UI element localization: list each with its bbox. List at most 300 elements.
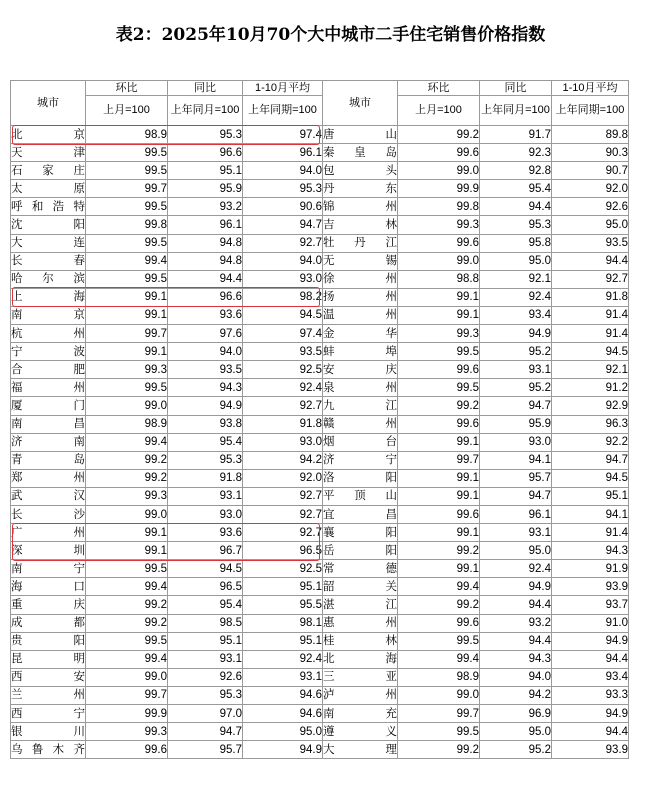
- yoy-cell-left: 94.9: [168, 397, 243, 415]
- table-row: [11, 542, 629, 560]
- avg-cell-right: 94.4: [552, 252, 629, 270]
- header-city-left: 城市: [11, 81, 86, 126]
- city-cell-left: 沈 阳: [11, 216, 86, 234]
- yoy-cell-left: 96.6: [168, 144, 243, 162]
- city-cell-left: 宁 波: [11, 343, 86, 361]
- avg-cell-right: 94.5: [552, 469, 629, 487]
- mom-cell-right: 99.6: [398, 361, 480, 379]
- city-cell-right: 泉 州: [323, 379, 398, 397]
- city-cell-right: 蚌 埠: [323, 343, 398, 361]
- yoy-cell-left: 95.9: [168, 180, 243, 198]
- table-row: [11, 379, 629, 397]
- yoy-cell-right: 92.3: [480, 144, 552, 162]
- yoy-cell-left: 93.1: [168, 487, 243, 505]
- city-cell-right: 金 华: [323, 325, 398, 343]
- city-cell-right: 吉 林: [323, 216, 398, 234]
- mom-cell-left: 99.0: [86, 505, 168, 523]
- yoy-cell-right: 94.1: [480, 451, 552, 469]
- mom-cell-right: 99.1: [398, 487, 480, 505]
- avg-cell-right: 92.6: [552, 198, 629, 216]
- city-cell-left: 太 原: [11, 180, 86, 198]
- yoy-cell-right: 95.8: [480, 234, 552, 252]
- mom-cell-left: 99.4: [86, 252, 168, 270]
- yoy-cell-left: 95.3: [168, 126, 243, 144]
- city-cell-left: 乌鲁木齐: [11, 741, 86, 759]
- yoy-cell-right: 94.2: [480, 686, 552, 704]
- mom-cell-right: 99.3: [398, 216, 480, 234]
- avg-cell-left: 92.7: [243, 234, 323, 252]
- avg-cell-right: 94.1: [552, 505, 629, 523]
- yoy-cell-left: 92.6: [168, 668, 243, 686]
- mom-cell-left: 99.1: [86, 343, 168, 361]
- mom-cell-right: 99.6: [398, 234, 480, 252]
- mom-cell-left: 99.5: [86, 234, 168, 252]
- city-cell-right: 平顶山: [323, 487, 398, 505]
- yoy-cell-left: 93.6: [168, 524, 243, 542]
- table-row: [11, 578, 629, 596]
- avg-cell-left: 96.1: [243, 144, 323, 162]
- table-body: [11, 126, 629, 759]
- city-cell-right: 赣 州: [323, 415, 398, 433]
- avg-cell-left: 94.5: [243, 306, 323, 324]
- mom-cell-left: 99.1: [86, 288, 168, 306]
- mom-cell-left: 99.5: [86, 560, 168, 578]
- yoy-cell-left: 93.0: [168, 505, 243, 523]
- city-cell-right: 徐 州: [323, 270, 398, 288]
- mom-cell-left: 99.1: [86, 524, 168, 542]
- yoy-cell-left: 93.8: [168, 415, 243, 433]
- table-row: [11, 216, 629, 234]
- yoy-cell-right: 92.1: [480, 270, 552, 288]
- header-mom-left: 环比: [86, 81, 168, 96]
- mom-cell-left: 99.1: [86, 306, 168, 324]
- mom-cell-left: 99.4: [86, 650, 168, 668]
- table-row: [11, 234, 629, 252]
- yoy-cell-left: 93.5: [168, 361, 243, 379]
- avg-cell-left: 92.7: [243, 524, 323, 542]
- city-cell-left: 广 州: [11, 524, 86, 542]
- mom-cell-right: 99.2: [398, 596, 480, 614]
- city-cell-left: 济 南: [11, 433, 86, 451]
- city-cell-right: 遵 义: [323, 723, 398, 741]
- city-cell-right: 济 宁: [323, 451, 398, 469]
- avg-cell-right: 96.3: [552, 415, 629, 433]
- avg-cell-right: 93.4: [552, 668, 629, 686]
- mom-cell-right: 99.2: [398, 126, 480, 144]
- city-cell-right: 惠 州: [323, 614, 398, 632]
- city-cell-left: 郑 州: [11, 469, 86, 487]
- city-cell-right: 安 庆: [323, 361, 398, 379]
- avg-cell-right: 93.9: [552, 578, 629, 596]
- header-city-right: 城市: [323, 81, 398, 126]
- city-cell-right: 烟 台: [323, 433, 398, 451]
- yoy-cell-left: 95.1: [168, 162, 243, 180]
- city-cell-left: 大 连: [11, 234, 86, 252]
- yoy-cell-right: 93.0: [480, 433, 552, 451]
- mom-cell-right: 99.1: [398, 306, 480, 324]
- header-mom-sub-left: 上月=100: [86, 96, 168, 126]
- city-cell-right: 岳 阳: [323, 542, 398, 560]
- mom-cell-right: 99.3: [398, 325, 480, 343]
- city-cell-left: 长 春: [11, 252, 86, 270]
- city-cell-left: 西 安: [11, 668, 86, 686]
- table-row: [11, 650, 629, 668]
- table-row: [11, 397, 629, 415]
- avg-cell-right: 92.2: [552, 433, 629, 451]
- city-cell-left: 杭 州: [11, 325, 86, 343]
- mom-cell-right: 99.4: [398, 578, 480, 596]
- yoy-cell-right: 94.0: [480, 668, 552, 686]
- yoy-cell-right: 94.4: [480, 632, 552, 650]
- mom-cell-left: 98.9: [86, 126, 168, 144]
- avg-cell-left: 92.7: [243, 487, 323, 505]
- avg-cell-left: 92.5: [243, 361, 323, 379]
- mom-cell-right: 99.6: [398, 415, 480, 433]
- yoy-cell-right: 95.9: [480, 415, 552, 433]
- city-cell-right: 洛 阳: [323, 469, 398, 487]
- city-cell-left: 重 庆: [11, 596, 86, 614]
- avg-cell-left: 93.0: [243, 270, 323, 288]
- avg-cell-left: 92.7: [243, 505, 323, 523]
- table-row: [11, 741, 629, 759]
- mom-cell-left: 99.9: [86, 705, 168, 723]
- mom-cell-left: 99.2: [86, 614, 168, 632]
- yoy-cell-right: 92.8: [480, 162, 552, 180]
- avg-cell-right: 91.4: [552, 325, 629, 343]
- yoy-cell-right: 95.2: [480, 741, 552, 759]
- yoy-cell-right: 94.7: [480, 397, 552, 415]
- avg-cell-right: 95.1: [552, 487, 629, 505]
- table-row: [11, 270, 629, 288]
- avg-cell-right: 94.7: [552, 451, 629, 469]
- city-cell-right: 唐 山: [323, 126, 398, 144]
- avg-cell-right: 91.4: [552, 524, 629, 542]
- city-cell-right: 秦皇岛: [323, 144, 398, 162]
- city-cell-right: 锦 州: [323, 198, 398, 216]
- city-cell-right: 桂 林: [323, 632, 398, 650]
- table-row: [11, 596, 629, 614]
- mom-cell-right: 99.5: [398, 343, 480, 361]
- avg-cell-right: 93.3: [552, 686, 629, 704]
- city-cell-right: 常 德: [323, 560, 398, 578]
- city-cell-left: 福 州: [11, 379, 86, 397]
- avg-cell-left: 94.7: [243, 216, 323, 234]
- mom-cell-right: 99.1: [398, 524, 480, 542]
- city-cell-right: 无 锡: [323, 252, 398, 270]
- table-row: [11, 487, 629, 505]
- header-avg-left: 1-10月平均: [243, 81, 323, 96]
- table-row: [11, 632, 629, 650]
- yoy-cell-left: 91.8: [168, 469, 243, 487]
- header-mom-right: 环比: [398, 81, 480, 96]
- yoy-cell-left: 96.6: [168, 288, 243, 306]
- mom-cell-left: 99.2: [86, 451, 168, 469]
- yoy-cell-left: 95.3: [168, 686, 243, 704]
- table-row: [11, 686, 629, 704]
- yoy-cell-right: 94.7: [480, 487, 552, 505]
- yoy-cell-right: 92.4: [480, 560, 552, 578]
- avg-cell-left: 91.8: [243, 415, 323, 433]
- city-cell-left: 北 京: [11, 126, 86, 144]
- yoy-cell-right: 93.4: [480, 306, 552, 324]
- avg-cell-right: 94.4: [552, 723, 629, 741]
- header-yoy-sub-left: 上年同月=100: [168, 96, 243, 126]
- mom-cell-left: 99.5: [86, 198, 168, 216]
- mom-cell-right: 99.2: [398, 397, 480, 415]
- mom-cell-left: 99.8: [86, 216, 168, 234]
- avg-cell-right: 94.3: [552, 542, 629, 560]
- avg-cell-left: 95.0: [243, 723, 323, 741]
- avg-cell-left: 93.1: [243, 668, 323, 686]
- city-cell-left: 呼和浩特: [11, 198, 86, 216]
- avg-cell-left: 94.9: [243, 741, 323, 759]
- yoy-cell-left: 94.8: [168, 234, 243, 252]
- mom-cell-right: 99.0: [398, 686, 480, 704]
- table-row: [11, 451, 629, 469]
- yoy-cell-right: 95.0: [480, 723, 552, 741]
- table-row: [11, 705, 629, 723]
- mom-cell-left: 99.6: [86, 741, 168, 759]
- header-avg-right: 1-10月平均: [552, 81, 629, 96]
- avg-cell-left: 94.2: [243, 451, 323, 469]
- city-cell-left: 南 京: [11, 306, 86, 324]
- yoy-cell-right: 95.0: [480, 252, 552, 270]
- table-row: [11, 306, 629, 324]
- yoy-cell-right: 95.4: [480, 180, 552, 198]
- mom-cell-right: 99.7: [398, 705, 480, 723]
- mom-cell-right: 99.6: [398, 144, 480, 162]
- avg-cell-left: 93.0: [243, 433, 323, 451]
- avg-cell-right: 92.9: [552, 397, 629, 415]
- mom-cell-left: 99.0: [86, 668, 168, 686]
- avg-cell-right: 91.4: [552, 306, 629, 324]
- mom-cell-left: 99.2: [86, 469, 168, 487]
- yoy-cell-left: 95.3: [168, 451, 243, 469]
- city-cell-left: 深 圳: [11, 542, 86, 560]
- header-avg-sub-right: 上年同期=100: [552, 96, 629, 126]
- mom-cell-left: 99.7: [86, 325, 168, 343]
- avg-cell-left: 92.7: [243, 397, 323, 415]
- mom-cell-right: 99.1: [398, 560, 480, 578]
- mom-cell-left: 99.5: [86, 162, 168, 180]
- yoy-cell-left: 96.1: [168, 216, 243, 234]
- yoy-cell-left: 97.0: [168, 705, 243, 723]
- avg-cell-left: 93.5: [243, 343, 323, 361]
- header-yoy-right: 同比: [480, 81, 552, 96]
- avg-cell-right: 92.1: [552, 361, 629, 379]
- avg-cell-left: 92.0: [243, 469, 323, 487]
- yoy-cell-right: 93.1: [480, 524, 552, 542]
- mom-cell-right: 99.6: [398, 505, 480, 523]
- mom-cell-right: 99.1: [398, 469, 480, 487]
- city-cell-left: 武 汉: [11, 487, 86, 505]
- yoy-cell-left: 96.7: [168, 542, 243, 560]
- header-yoy-sub-right: 上年同月=100: [480, 96, 552, 126]
- avg-cell-left: 95.1: [243, 632, 323, 650]
- city-cell-right: 宜 昌: [323, 505, 398, 523]
- mom-cell-right: 99.6: [398, 614, 480, 632]
- table-row: [11, 505, 629, 523]
- avg-cell-right: 91.8: [552, 288, 629, 306]
- mom-cell-right: 99.4: [398, 650, 480, 668]
- mom-cell-left: 99.0: [86, 397, 168, 415]
- avg-cell-left: 94.6: [243, 686, 323, 704]
- table-row: [11, 469, 629, 487]
- city-cell-left: 青 岛: [11, 451, 86, 469]
- city-cell-left: 贵 阳: [11, 632, 86, 650]
- avg-cell-left: 97.4: [243, 325, 323, 343]
- avg-cell-left: 98.1: [243, 614, 323, 632]
- city-cell-right: 九 江: [323, 397, 398, 415]
- header-mom-sub-right: 上月=100: [398, 96, 480, 126]
- mom-cell-right: 99.9: [398, 180, 480, 198]
- yoy-cell-left: 95.4: [168, 596, 243, 614]
- city-cell-right: 包 头: [323, 162, 398, 180]
- avg-cell-left: 95.3: [243, 180, 323, 198]
- mom-cell-left: 99.5: [86, 270, 168, 288]
- avg-cell-left: 90.6: [243, 198, 323, 216]
- mom-cell-left: 99.3: [86, 487, 168, 505]
- yoy-cell-left: 93.1: [168, 650, 243, 668]
- avg-cell-left: 94.0: [243, 162, 323, 180]
- avg-cell-left: 95.1: [243, 578, 323, 596]
- city-cell-right: 大 理: [323, 741, 398, 759]
- yoy-cell-left: 93.6: [168, 306, 243, 324]
- city-cell-left: 南 昌: [11, 415, 86, 433]
- table-row: [11, 343, 629, 361]
- table-row: [11, 198, 629, 216]
- price-index-table: [10, 80, 629, 759]
- table-row: [11, 252, 629, 270]
- mom-cell-left: 99.5: [86, 144, 168, 162]
- yoy-cell-left: 98.5: [168, 614, 243, 632]
- table-row: [11, 614, 629, 632]
- yoy-cell-left: 94.8: [168, 252, 243, 270]
- mom-cell-left: 99.7: [86, 180, 168, 198]
- city-cell-right: 南 充: [323, 705, 398, 723]
- yoy-cell-right: 91.7: [480, 126, 552, 144]
- yoy-cell-right: 92.4: [480, 288, 552, 306]
- mom-cell-left: 99.3: [86, 361, 168, 379]
- city-cell-right: 三 亚: [323, 668, 398, 686]
- mom-cell-right: 99.1: [398, 288, 480, 306]
- city-cell-right: 韶 关: [323, 578, 398, 596]
- avg-cell-left: 94.6: [243, 705, 323, 723]
- avg-cell-right: 94.9: [552, 705, 629, 723]
- yoy-cell-left: 95.7: [168, 741, 243, 759]
- avg-cell-right: 91.0: [552, 614, 629, 632]
- city-cell-left: 兰 州: [11, 686, 86, 704]
- avg-cell-right: 91.9: [552, 560, 629, 578]
- table-row: [11, 723, 629, 741]
- table-row: [11, 361, 629, 379]
- avg-cell-left: 92.5: [243, 560, 323, 578]
- table-title: 表2：2025年10月70个大中城市二手住宅销售价格指数: [115, 25, 546, 45]
- mom-cell-right: 99.1: [398, 433, 480, 451]
- avg-cell-right: 90.7: [552, 162, 629, 180]
- yoy-cell-left: 94.7: [168, 723, 243, 741]
- yoy-cell-right: 96.1: [480, 505, 552, 523]
- avg-cell-left: 95.5: [243, 596, 323, 614]
- avg-cell-right: 93.7: [552, 596, 629, 614]
- table-row: [11, 415, 629, 433]
- yoy-cell-right: 93.1: [480, 361, 552, 379]
- avg-cell-right: 94.9: [552, 632, 629, 650]
- mom-cell-right: 99.0: [398, 162, 480, 180]
- mom-cell-right: 99.2: [398, 542, 480, 560]
- yoy-cell-left: 94.5: [168, 560, 243, 578]
- yoy-cell-right: 96.9: [480, 705, 552, 723]
- avg-cell-left: 92.4: [243, 650, 323, 668]
- table-row: [11, 126, 629, 144]
- yoy-cell-right: 95.2: [480, 343, 552, 361]
- yoy-cell-right: 94.9: [480, 325, 552, 343]
- city-cell-left: 上 海: [11, 288, 86, 306]
- yoy-cell-right: 94.3: [480, 650, 552, 668]
- yoy-cell-left: 95.4: [168, 433, 243, 451]
- avg-cell-right: 92.0: [552, 180, 629, 198]
- mom-cell-right: 99.2: [398, 741, 480, 759]
- avg-cell-right: 95.0: [552, 216, 629, 234]
- yoy-cell-right: 95.3: [480, 216, 552, 234]
- avg-cell-left: 96.5: [243, 542, 323, 560]
- avg-cell-right: 93.9: [552, 741, 629, 759]
- city-cell-left: 哈尔滨: [11, 270, 86, 288]
- city-cell-right: 扬 州: [323, 288, 398, 306]
- mom-cell-left: 99.5: [86, 632, 168, 650]
- city-cell-right: 湛 江: [323, 596, 398, 614]
- mom-cell-right: 98.9: [398, 668, 480, 686]
- mom-cell-left: 99.5: [86, 379, 168, 397]
- yoy-cell-right: 94.9: [480, 578, 552, 596]
- city-cell-left: 成 都: [11, 614, 86, 632]
- mom-cell-left: 99.4: [86, 433, 168, 451]
- table-row: [11, 560, 629, 578]
- table-row: [11, 162, 629, 180]
- yoy-cell-left: 93.2: [168, 198, 243, 216]
- table-row: [11, 524, 629, 542]
- city-cell-left: 南 宁: [11, 560, 86, 578]
- city-cell-left: 西 宁: [11, 705, 86, 723]
- mom-cell-right: 99.8: [398, 198, 480, 216]
- mom-cell-left: 99.3: [86, 723, 168, 741]
- yoy-cell-left: 95.1: [168, 632, 243, 650]
- avg-cell-right: 90.3: [552, 144, 629, 162]
- table-row: [11, 668, 629, 686]
- yoy-cell-left: 94.4: [168, 270, 243, 288]
- city-cell-right: 泸 州: [323, 686, 398, 704]
- city-cell-right: 北 海: [323, 650, 398, 668]
- yoy-cell-left: 94.3: [168, 379, 243, 397]
- yoy-cell-left: 94.0: [168, 343, 243, 361]
- avg-cell-right: 94.4: [552, 650, 629, 668]
- city-cell-left: 厦 门: [11, 397, 86, 415]
- city-cell-left: 海 口: [11, 578, 86, 596]
- avg-cell-right: 89.8: [552, 126, 629, 144]
- city-cell-left: 银 川: [11, 723, 86, 741]
- yoy-cell-right: 95.2: [480, 379, 552, 397]
- mom-cell-left: 99.1: [86, 542, 168, 560]
- mom-cell-left: 99.2: [86, 596, 168, 614]
- mom-cell-left: 98.9: [86, 415, 168, 433]
- yoy-cell-right: 93.2: [480, 614, 552, 632]
- avg-cell-left: 94.0: [243, 252, 323, 270]
- mom-cell-left: 99.7: [86, 686, 168, 704]
- mom-cell-right: 99.5: [398, 723, 480, 741]
- header-avg-sub-left: 上年同期=100: [243, 96, 323, 126]
- avg-cell-left: 92.4: [243, 379, 323, 397]
- city-cell-right: 温 州: [323, 306, 398, 324]
